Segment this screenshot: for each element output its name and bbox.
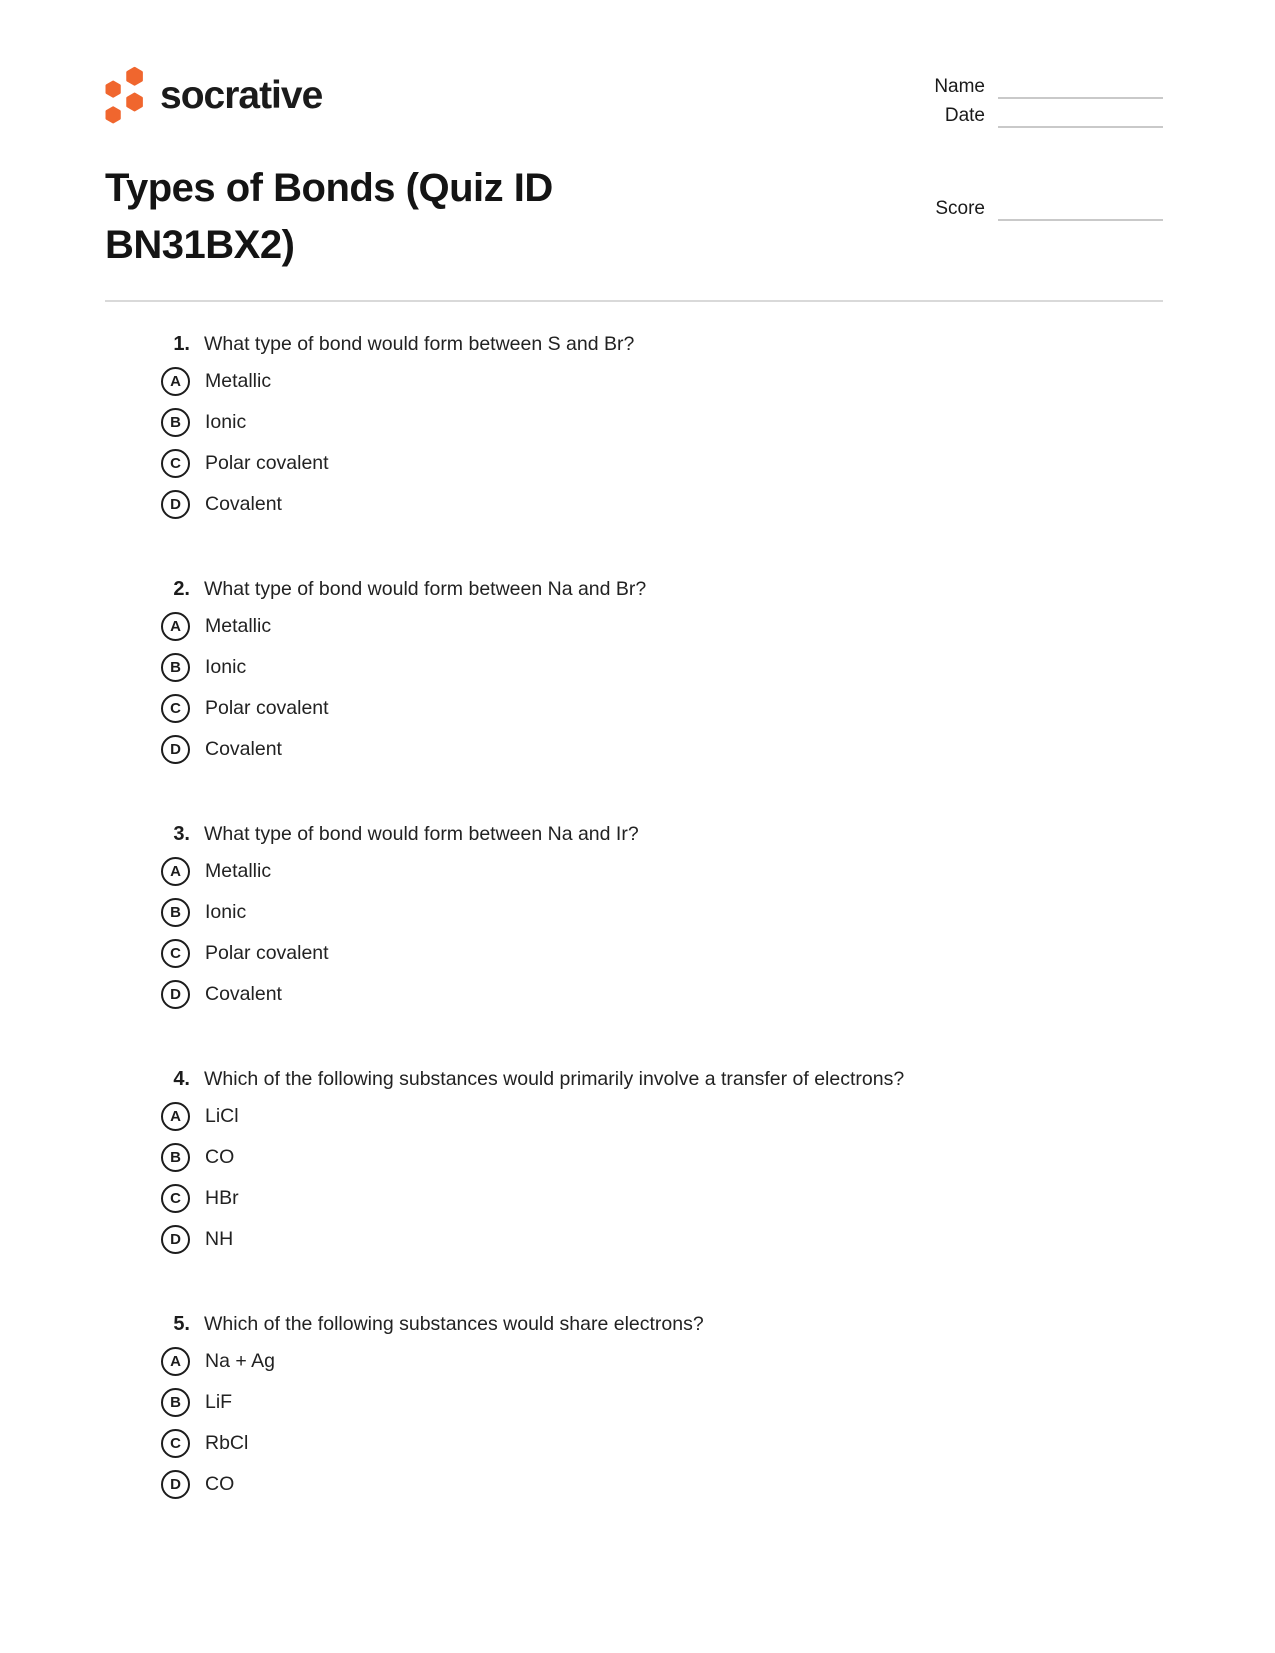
- question-number: 1.: [173, 333, 190, 355]
- option-bubble-a: [161, 1102, 190, 1131]
- option-text: Polar covalent: [205, 941, 329, 964]
- option-text: Metallic: [205, 859, 272, 882]
- option-letter: D: [170, 1230, 181, 1248]
- option-text: Ionic: [205, 655, 247, 678]
- option-letter: C: [170, 944, 181, 962]
- option-row: [140, 1224, 1165, 1254]
- header-divider: [105, 300, 1163, 302]
- question-1: [140, 330, 1165, 519]
- option-bubble-a: [161, 367, 190, 396]
- option-bubble-c: [161, 449, 190, 478]
- option-bubble-d: [161, 490, 190, 519]
- question-number: 2.: [173, 578, 190, 600]
- option-text: LiF: [205, 1390, 233, 1413]
- name-label: Name: [934, 76, 985, 97]
- hexagons-icon: [105, 66, 147, 126]
- option-bubble-c: [161, 939, 190, 968]
- score-label: Score: [935, 198, 985, 219]
- question-number: 4.: [173, 1068, 190, 1090]
- option-text: Metallic: [205, 614, 272, 637]
- question-row: [140, 575, 1165, 603]
- option-row: [140, 938, 1165, 968]
- option-bubble-c: [161, 1429, 190, 1458]
- question-text: What type of bond would form between Na and Ir?: [204, 823, 639, 845]
- option-bubble-b: [161, 898, 190, 927]
- option-row: [140, 1387, 1165, 1417]
- name-field-row: [875, 74, 1163, 99]
- question-row: [140, 1310, 1165, 1338]
- option-letter: C: [170, 1189, 181, 1207]
- option-text: Covalent: [205, 982, 282, 1005]
- option-bubble-d: [161, 735, 190, 764]
- date-label: Date: [944, 105, 985, 126]
- option-letter: A: [170, 372, 181, 390]
- option-row: [140, 1469, 1165, 1499]
- option-letter: D: [170, 495, 181, 513]
- option-bubble-b: [161, 1143, 190, 1172]
- option-letter: A: [170, 1107, 181, 1125]
- question-3: [140, 820, 1165, 1009]
- option-row: [140, 611, 1165, 641]
- header-fields: [875, 74, 1163, 225]
- option-row: [140, 693, 1165, 723]
- question-2: [140, 575, 1165, 764]
- option-row: [140, 1101, 1165, 1131]
- option-bubble-b: [161, 1388, 190, 1417]
- quiz-title: Types of Bonds (Quiz ID BN31BX2): [105, 166, 553, 267]
- option-bubble-c: [161, 1184, 190, 1213]
- option-text: NH: [205, 1227, 234, 1250]
- question-row: [140, 330, 1165, 358]
- option-text: Ionic: [205, 410, 247, 433]
- option-letter: D: [170, 985, 181, 1003]
- option-row: [140, 1428, 1165, 1458]
- score-field-row: [875, 196, 1163, 221]
- question-row: [140, 1065, 1165, 1093]
- option-bubble-d: [161, 1470, 190, 1499]
- option-row: [140, 489, 1165, 519]
- option-letter: A: [170, 862, 181, 880]
- option-row: [140, 448, 1165, 478]
- option-row: [140, 979, 1165, 1009]
- option-letter: B: [170, 413, 181, 431]
- option-row: [140, 407, 1165, 437]
- option-text: Metallic: [205, 369, 272, 392]
- option-letter: C: [170, 1434, 181, 1452]
- option-row: [140, 1183, 1165, 1213]
- option-text: Na + Ag: [205, 1349, 275, 1372]
- option-row: [140, 1346, 1165, 1376]
- question-number: 3.: [173, 823, 190, 845]
- date-write-line: [998, 105, 1163, 128]
- option-letter: D: [170, 740, 181, 758]
- option-row: [140, 652, 1165, 682]
- option-letter: C: [170, 699, 181, 717]
- option-bubble-c: [161, 694, 190, 723]
- option-letter: A: [170, 1352, 181, 1370]
- option-row: [140, 897, 1165, 927]
- option-text: LiCl: [205, 1104, 239, 1127]
- option-bubble-a: [161, 857, 190, 886]
- option-text: HBr: [205, 1186, 239, 1209]
- option-letter: B: [170, 903, 181, 921]
- option-letter: A: [170, 617, 181, 635]
- option-text: CO: [205, 1472, 235, 1495]
- question-number: 5.: [173, 1313, 190, 1335]
- option-text: Ionic: [205, 900, 247, 923]
- option-bubble-b: [161, 408, 190, 437]
- question-5: [140, 1310, 1165, 1499]
- question-text: Which of the following substances would primarily involve a transfer of electrons?: [204, 1068, 905, 1090]
- option-letter: D: [170, 1475, 181, 1493]
- option-bubble-d: [161, 980, 190, 1009]
- option-letter: B: [170, 1393, 181, 1411]
- name-write-line: [998, 76, 1163, 99]
- question-text: What type of bond would form between Na and Br?: [204, 578, 647, 600]
- question-text: Which of the following substances would share electrons?: [204, 1313, 704, 1335]
- option-text: CO: [205, 1145, 235, 1168]
- option-row: [140, 856, 1165, 886]
- option-bubble-a: [161, 1347, 190, 1376]
- option-row: [140, 366, 1165, 396]
- socrative-logo: [105, 66, 322, 126]
- option-text: RbCl: [205, 1431, 249, 1454]
- brand-wordmark: socrative: [160, 74, 323, 117]
- option-letter: B: [170, 658, 181, 676]
- question-row: [140, 820, 1165, 848]
- option-bubble-a: [161, 612, 190, 641]
- option-text: Polar covalent: [205, 451, 329, 474]
- option-text: Covalent: [205, 737, 282, 760]
- option-bubble-d: [161, 1225, 190, 1254]
- date-field-row: [875, 103, 1163, 128]
- option-letter: C: [170, 454, 181, 472]
- question-text: What type of bond would form between S and Br?: [204, 333, 635, 355]
- option-row: [140, 734, 1165, 764]
- option-letter: B: [170, 1148, 181, 1166]
- question-4: [140, 1065, 1165, 1254]
- option-row: [140, 1142, 1165, 1172]
- option-text: Covalent: [205, 492, 282, 515]
- option-bubble-b: [161, 653, 190, 682]
- option-text: Polar covalent: [205, 696, 329, 719]
- score-write-line: [998, 198, 1163, 221]
